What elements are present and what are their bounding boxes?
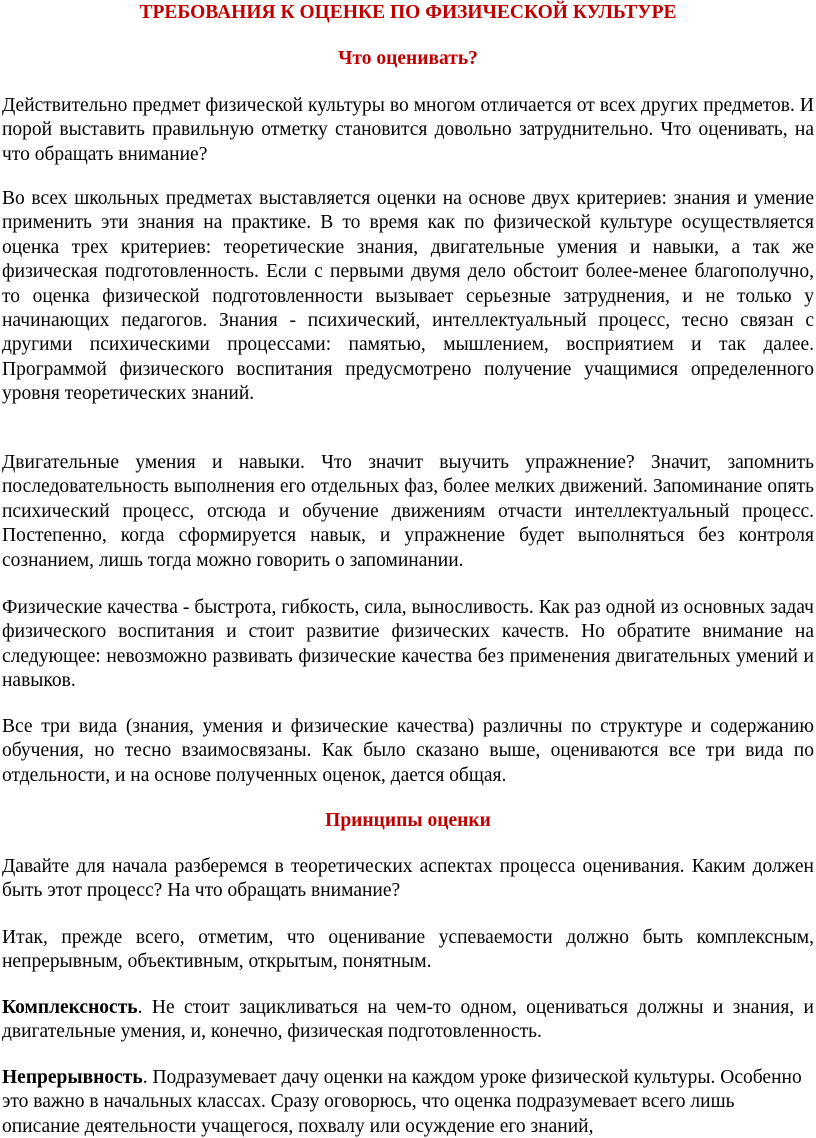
section-heading-principles: Принципы оценки (325, 810, 491, 831)
continuity-text: . Подразумевает дачу оценки на каждом уроке физической культуры. Особенно это важно в начальных классах. Сразу оговорюсь, что оценка подразумевает всего лишь описание деятельности учащегося, похвалу или осуждение его знаний, (2, 1067, 802, 1137)
term-continuity: Непрерывность (2, 1067, 143, 1088)
complexity-text: . Не стоит зацикливаться на чем-то одном, оцениваться должны и знания, и двигательные умения, и, конечно, физическая подготовленность. (2, 997, 814, 1043)
paragraph-complexity (2, 996, 814, 1045)
paragraph-criteria: Во всех школьных предметах выставляется оценки на основе двух критериев: знания и умение применить эти знания на практике. В то время как по физической культуре осуществляется оценка трех критериев: теоретические знания, двигательные умения и навыки, а так же физическая подготовленность. Если с первыми двумя дело обстоит более-менее благополучно, то оценка физической подготовленности вызывает серьезные затруднения, и не только у начинающих педагогов. Знания - психический, интеллектуальный процесс, тесно связан с другими психическими процессами: памятью, мышлением, восприятием и так далее. Программой физического воспитания предусмотрено получение учащимися определенного уровня теоретических знаний. (2, 188, 814, 405)
document-title: ТРЕБОВАНИЯ К ОЦЕНКЕ ПО ФИЗИЧЕСКОЙ КУЛЬТУРЕ (139, 2, 677, 23)
paragraph-motor-skills: Двигательные умения и навыки. Что значит выучить упражнение? Значит, запомнить последовательность выполнения его отдельных фаз, более мелких движений. Запоминание опять психический процесс, отсюда и обучение движениям отчасти интеллектуальный процесс. Постепенно, когда сформируется навык, и упражнение будет выполняться без контроля сознанием, лишь тогда можно говорить о запоминании. (2, 452, 814, 571)
paragraph-three-types: Все три вида (знания, умения и физические качества) различны по структуре и содержанию обучения, но тесно взаимосвязаны. Как было сказано выше, оцениваются все три вида по отдельности, и на основе полученных оценок, дается общая. (2, 716, 814, 786)
section-heading-what-to-evaluate: Что оценивать? (338, 48, 478, 69)
paragraph-intro: Действительно предмет физической культуры во многом отличается от всех других предметов. И порой выставить правильную отметку становится довольно затруднительно. Что оценивать, на что обращать внимание? (2, 95, 814, 165)
paragraph-theory-aspects: Давайте для начала разберемся в теоретических аспектах процесса оценивания. Каким должен быть этот процесс? На что обращать внимание? (2, 856, 814, 902)
paragraph-physical-qualities: Физические качества - быстрота, гибкость, сила, выносливость. Как раз одной из основных задач физического воспитания и стоит развитие физических качеств. Но обратите внимание на следующее: невозможно развивать физические качества без применения двигательных умений и навыков. (2, 597, 814, 692)
paragraph-evaluation-qualities: Итак, прежде всего, отметим, что оценивание успеваемости должно быть комплексным, непрерывным, объективным, открытым, понятным. (2, 927, 814, 973)
term-complexity: Комплексность (2, 997, 138, 1018)
paragraph-continuity (2, 1066, 814, 1138)
